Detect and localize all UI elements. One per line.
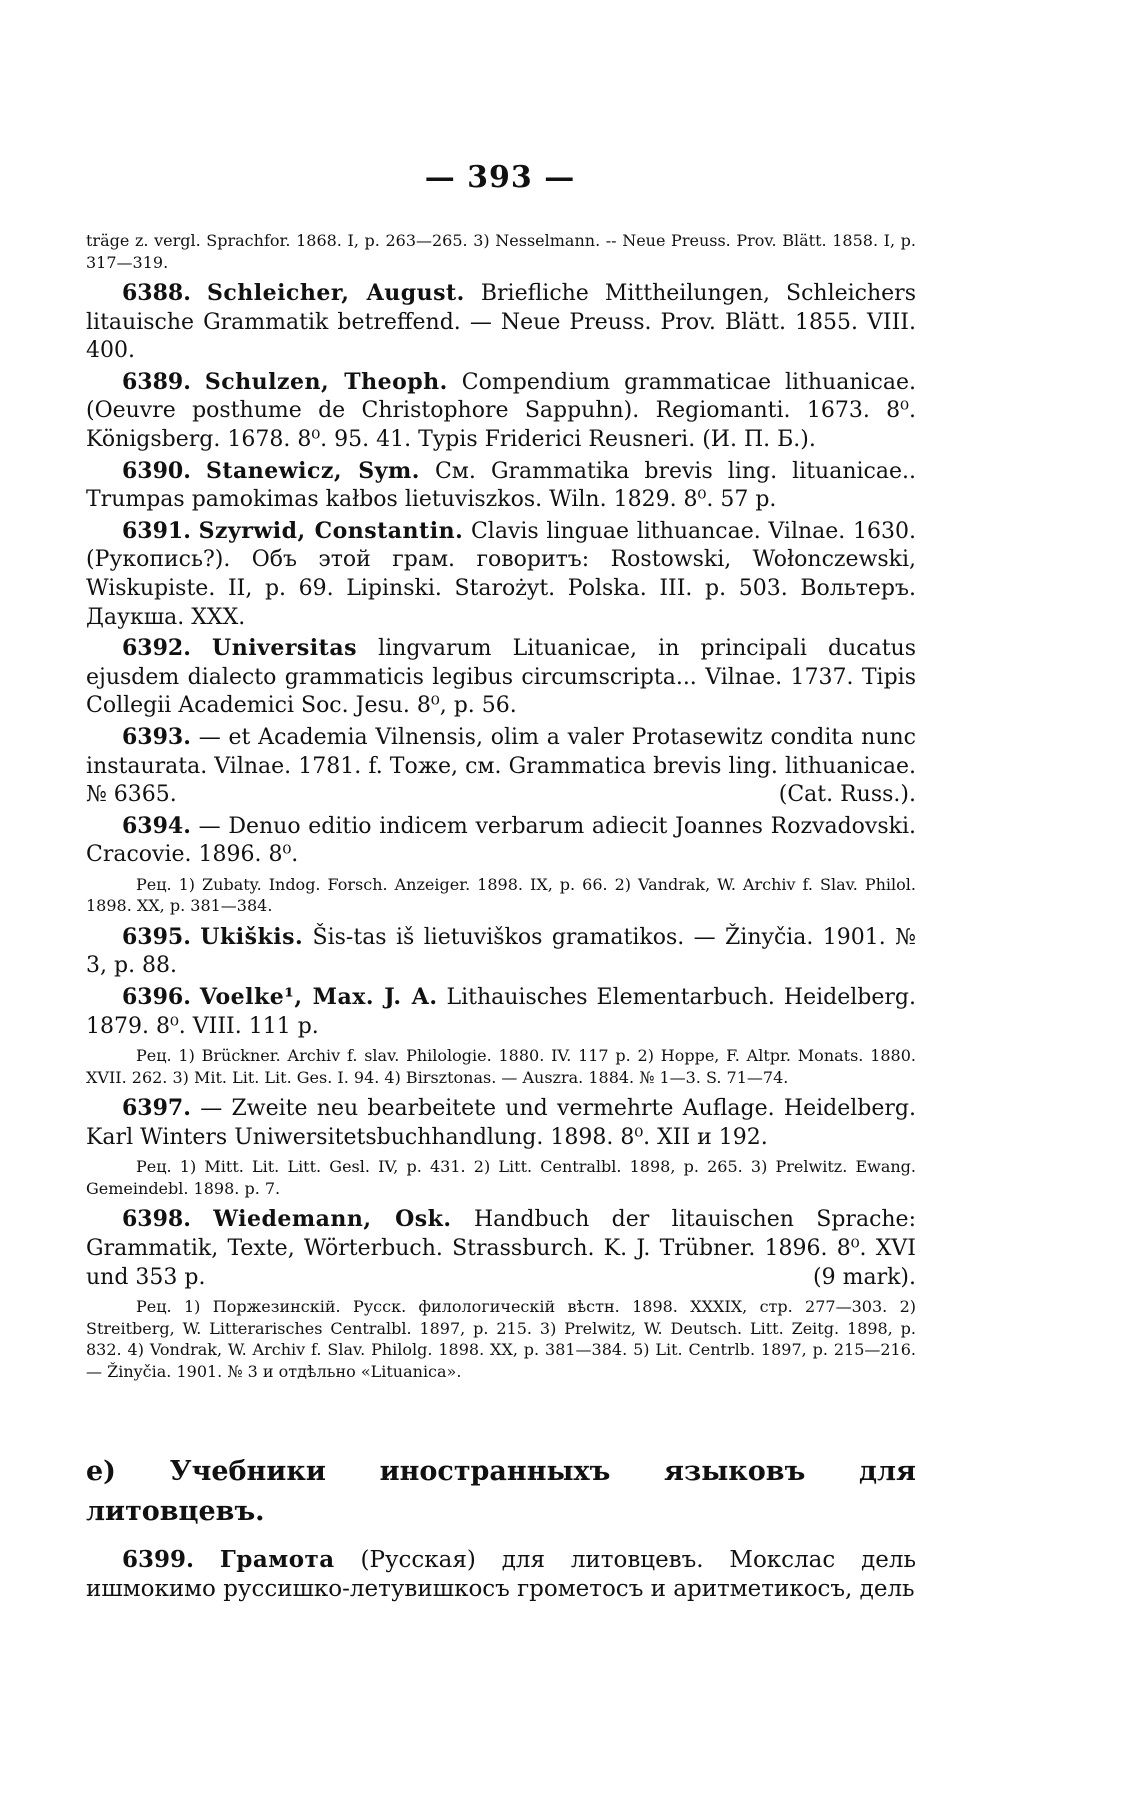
- entry-author: Stanewicz, Sym.: [205, 457, 420, 484]
- entry-text: (Русская) для литовцевъ. Мокслас дель ишмокимо руссишко-летувишкосъ грометосъ и аритметикосъ, дель: [86, 1547, 917, 1602]
- page-content: [86, 226, 916, 1605]
- entry-author: Грамота: [219, 1546, 335, 1574]
- last-entry: [86, 1546, 916, 1603]
- entry-6397: [86, 1094, 916, 1152]
- review-note: Рец. 1) Zubaty. Indog. Forsch. Anzeiger. 1898. IX, p. 66. 2) Vandrak, W. Archiv f. Slav. Philol. 1898. XX, p. 381—384.: [86, 874, 916, 916]
- entry-number: 6393.: [122, 723, 191, 750]
- continuation-note: träge z. vergl. Sprachfor. 1868. I, p. 263—265. 3) Nesselmann. -- Neue Preuss. Prov. Blätt. 1858. I, p. 317—319.: [86, 231, 916, 272]
- entry-author: Ukiškis.: [200, 923, 304, 950]
- entry-text: Briefliche Mittheilungen, Schleichers litauische Grammatik betreffend. — Neue Preuss. Prov. Blätt. 1855. VIII. 400.: [86, 281, 916, 364]
- entry-number: 6389.: [122, 368, 191, 395]
- entry-text: — et Academia Vilnensis, olim a valer Protasewitz condita nunc instaurata. Vilnae. 1781. f. Тоже, см. Grammatica brevis ling. lithuanicae. № 6365.: [86, 724, 916, 808]
- review-note: Рец. 1) Mitt. Lit. Litt. Gesl. IV, p. 431. 2) Litt. Centralbl. 1898, p. 265. 3) Prelwitz. Ewang. Gemeindebl. 1898. p. 7.: [86, 1157, 916, 1198]
- section-heading: e) Учебники иностранныхъ языковъ для литовцевъ.: [86, 1456, 916, 1528]
- entry-number: 6394.: [122, 812, 191, 839]
- entry-6396: [86, 983, 916, 1041]
- entry-text: Clavis linguae lithuancae. Vilnae. 1630. (Рукопись?). Объ этой грам. говоритъ: Rostowski, Wołonczewski, Wiskupiste. II, p. 69. Lipinski. Starożyt. Polska. III. p. 503. Вольтеръ. Даукша. XXX.: [86, 518, 916, 630]
- entry-author: Universitas: [212, 635, 357, 662]
- entry-6394: [86, 812, 916, 870]
- entry-author: Voelke¹, Max. J. A.: [199, 984, 438, 1011]
- entry-source: (Cat. Russ.).: [778, 782, 916, 808]
- entry-6392: [86, 634, 916, 721]
- entry-author: Szyrwid, Constantin.: [198, 517, 464, 544]
- entry-number: 6396.: [122, 984, 191, 1011]
- entry-6395: [86, 923, 916, 981]
- page-number: — 393 —: [424, 160, 576, 195]
- entry-number: 6399.: [122, 1546, 195, 1574]
- entry-text: lingvarum Lituanicae, in principali ducatus ejusdem dialecto grammaticis legibus circumscripta... Vilnae. 1737. Tipis Collegii Academici Soc. Jesu. 8⁰, p. 56.: [86, 636, 917, 719]
- entry-number: 6395.: [122, 923, 191, 950]
- entry-6389: [86, 368, 916, 455]
- entry-6398: [86, 1205, 916, 1292]
- entry-source: (9 mark).: [813, 1264, 916, 1290]
- entry-number: 6391.: [122, 517, 191, 544]
- entry-6393: [86, 723, 916, 810]
- review-note: Рец. 1) Поржезинскій. Русск. филологическій вѣстн. 1898. XXXIX, стр. 277—303. 2) Streitberg, W. Litterarisches Centralbl. 1897, p. 215. 3) Prelwitz, W. Deutsch. Litt. Zeitg. 1898, p. 832. 4) Vondrak, W. Archiv f. Slav. Philolg. 1898. XX, p. 381—384. 5) Lit. Centrlb. 1897, p. 215—216. — Žinyčia. 1901. № 3 и отдѣльно «Lituanica».: [86, 1297, 916, 1381]
- entry-number: 6398.: [122, 1206, 191, 1233]
- review-note: Рец. 1) Brückner. Archiv f. slav. Philologie. 1880. IV. 117 p. 2) Hoppe, F. Altpr. Monats. 1880. XVII. 262. 3) Mit. Lit. Lit. Ges. I. 94. 4) Birsztonas. — Auszra. 1884. № 1—3. S. 71—74.: [86, 1046, 916, 1087]
- entry-text: Handbuch der litauischen Sprache: Grammatik, Texte, Wörterbuch. Strassburch. K. J. Trübner. 1896. 8⁰. XVI und 353 p.: [86, 1207, 916, 1290]
- entry-text: См. Grammatika brevis ling. lituanicae.. Trumpas pamokimas kałbos lietuviszkos. Wiln. 1829. 8⁰. 57 p.: [86, 458, 916, 513]
- entry-text: — Denuo editio indicem verbarum adiecit Joannes Rozvadovski. Cracovie. 1896. 8⁰.: [86, 813, 916, 868]
- entry-6390: [86, 457, 916, 515]
- entry-6391: [86, 517, 916, 632]
- entry-list: [86, 279, 916, 1382]
- entry-number: 6388.: [122, 280, 191, 306]
- entry-number: 6390.: [122, 457, 191, 484]
- entry-author: Schulzen, Theoph.: [204, 368, 448, 395]
- entry-text: Šis-tas iš lietuviškos gramatikos. — Žinyčia. 1901. № 3, p. 88.: [86, 924, 916, 979]
- entry-number: 6392.: [122, 635, 191, 662]
- entry-author: Schleicher, August.: [206, 280, 465, 306]
- entry-number: 6397.: [122, 1095, 191, 1122]
- entry-6388: [86, 279, 916, 366]
- entry-text: Lithauisches Elementarbuch. Heidelberg. 1879. 8⁰. VIII. 111 p.: [86, 985, 916, 1039]
- entry-text: — Zweite neu bearbeitete und vermehrte Auflage. Heidelberg. Karl Winters Uniwersitetsbuchhandlung. 1898. 8⁰. XII и 192.: [86, 1096, 916, 1150]
- entry-text: Compendium grammaticae lithuanicae. (Oeuvre posthume de Christophore Sappuhn). Regiomanti. 1673. 8⁰. Königsberg. 1678. 8⁰. 95. 41. Typis Friderici Reusneri. (И. П. Б.).: [86, 369, 916, 452]
- entry-author: Wiedemann, Osk.: [213, 1206, 452, 1233]
